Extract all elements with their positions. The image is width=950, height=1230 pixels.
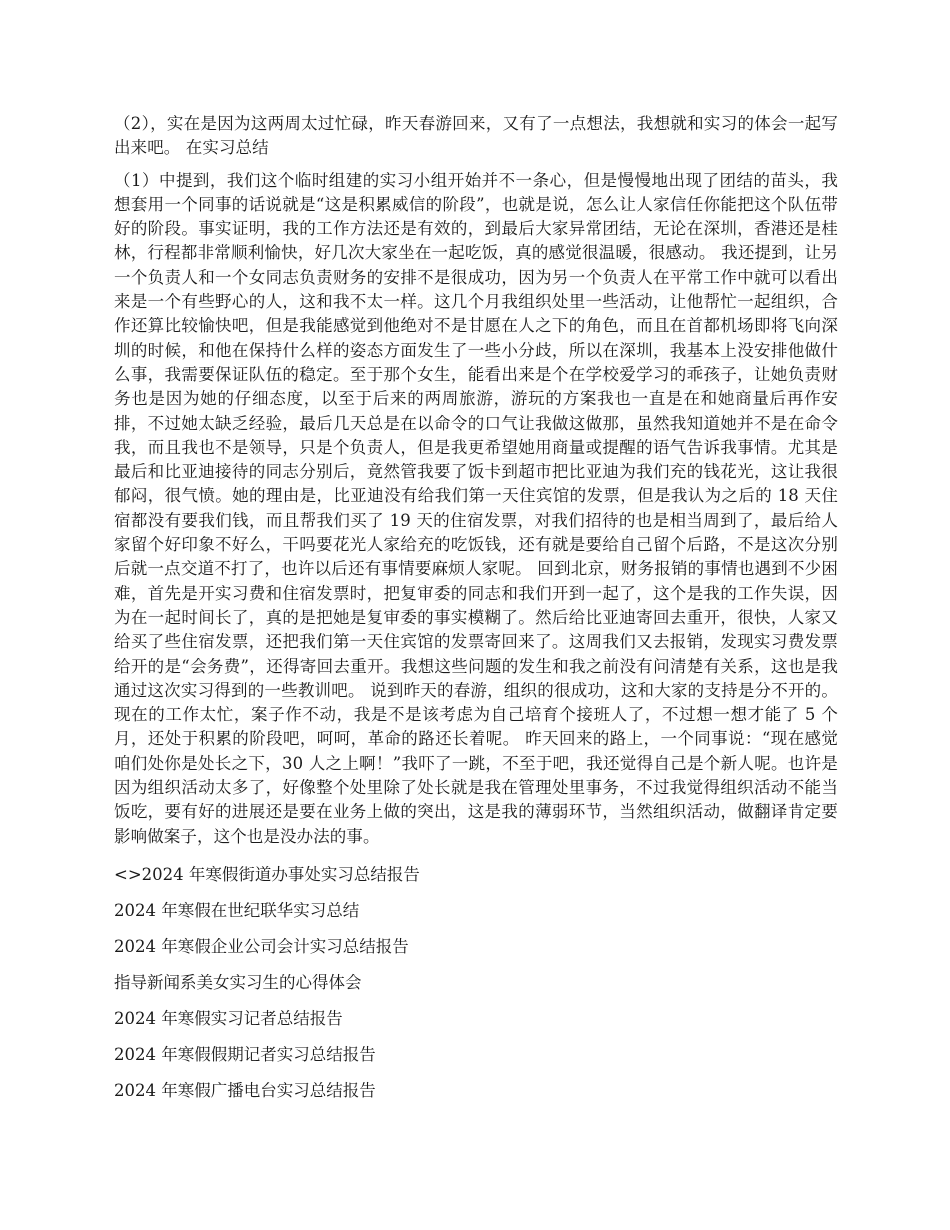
related-link-6[interactable]: 2024 年寒假假期记者实习总结报告 bbox=[114, 1044, 376, 1064]
related-link-7[interactable]: 2024 年寒假广播电台实习总结报告 bbox=[114, 1080, 376, 1100]
related-link-4[interactable]: 指导新闻系美女实习生的心得体会 bbox=[114, 972, 362, 992]
document-page bbox=[114, 112, 838, 1115]
article-paragraph-2: （1）中提到，我们这个临时组建的实习小组开始并不一条心，但是慢慢地出现了团结的苗头，我想套用一个同事的话说就是“这是积累威信的阶段”，也就是说，怎么让人家信任你能把这个队伍带好的阶段。事实证明，我的工作方法还是有效的，到最后大家异常团结，无论在深圳，香港还是桂林，行程都非常顺利愉快，好几次大家坐在一起吃饭，真的感觉很温暖，很感动。 我还提到，让另一个负责人和一个女同志负责财务的安排不是很成功，因为另一个负责人在平常工作中就可以看出来是一个有些野心的人，这和我不太一样。这几个月我组织处里一些活动，让他帮忙一起组织，合作还算比较愉快吧，但是我能感觉到他绝对不是甘愿在人之下的角色，而且在首都机场即将飞向深圳的时候，和他在保持什么样的姿态方面发生了一些小分歧，所以在深圳，我基本上没安排他做什么事，我需要保证队伍的稳定。至于那个女生，能看出来是个在学校爱学习的乖孩子，让她负责财务也是因为她的仔细态度，以至于后来的两周旅游，游玩的方案我也一直是在和她商量后再作安排，不过她太缺乏经验，最后几天总是在以命令的口气让我做这做那，虽然我知道她并不是在命令我，而且我也不是领导，只是个负责人，但是我更希望她用商量或提醒的语气告诉我事情。尤其是最后和比亚迪接待的同志分别后，竟然管我要了饭卡到超市把比亚迪为我们充的钱花光，这让我很郁闷，很气愤。她的理由是，比亚迪没有给我们第一天住宾馆的发票，但是我认为之后的 18 天住宿都没有要我们钱，而且帮我们买了 19 天的住宿发票，对我们招待的也是相当周到了，最后给人家留个好印象不好么，干吗要花光人家给充的吃饭钱，还有就是要给自己留个后路，不是这次分别后就一点交道不打了，也许以后还有事情要麻烦人家呢。 回到北京，财务报销的事情也遇到不少困难，首先是开实习费和住宿发票时，把复审委的同志和我们开到一起了，这个是我的工作失误，因为在一起时间长了，真的是把她是复审委的事实模糊了。然后给比亚迪寄回去重开，很快，人家又给买了些住宿发票，还把我们第一天住宾馆的发票寄回来了。这周我们又去报销，发现实习费发票给开的是“会务费”，还得寄回去重开。我想这些问题的发生和我之前没有问清楚有关系，这也是我通过这次实习得到的一些教训吧。 说到昨天的春游，组织的很成功，这和大家的支持是分不开的。现在的工作太忙，案子作不动，我是不是该考虑为自己培育个接班人了，不过想一想才能了 5 个月，还处于积累的阶段吧，呵呵，革命的路还长着呢。 昨天回来的路上，一个同事说：“现在感觉咱们处你是处长之下，30 人之上啊！”我吓了一跳，不至于吧，我还觉得自己是个新人呢。也许是因为组织活动太多了，好像整个处里除了处长就是我在管理处里事务，不过我觉得组织活动不能当饭吃，要有好的进展还是要在业务上做的突出，这是我的薄弱环节，当然组织活动，做翻译肯定要影响做案子，这个也是没办法的事。 bbox=[114, 170, 838, 846]
related-links-list bbox=[114, 863, 838, 1103]
article-paragraph-1: （2），实在是因为这两周太过忙碌，昨天春游回来，又有了一点想法，我想就和实习的体会一起写出来吧。 在实习总结 bbox=[114, 114, 838, 158]
related-link-5[interactable]: 2024 年寒假实习记者总结报告 bbox=[114, 1008, 343, 1028]
related-link-3[interactable]: 2024 年寒假企业公司会计实习总结报告 bbox=[114, 936, 409, 956]
related-link-2[interactable]: 2024 年寒假在世纪联华实习总结 bbox=[114, 900, 360, 920]
related-link-1[interactable]: <>2024 年寒假街道办事处实习总结报告 bbox=[114, 864, 420, 884]
